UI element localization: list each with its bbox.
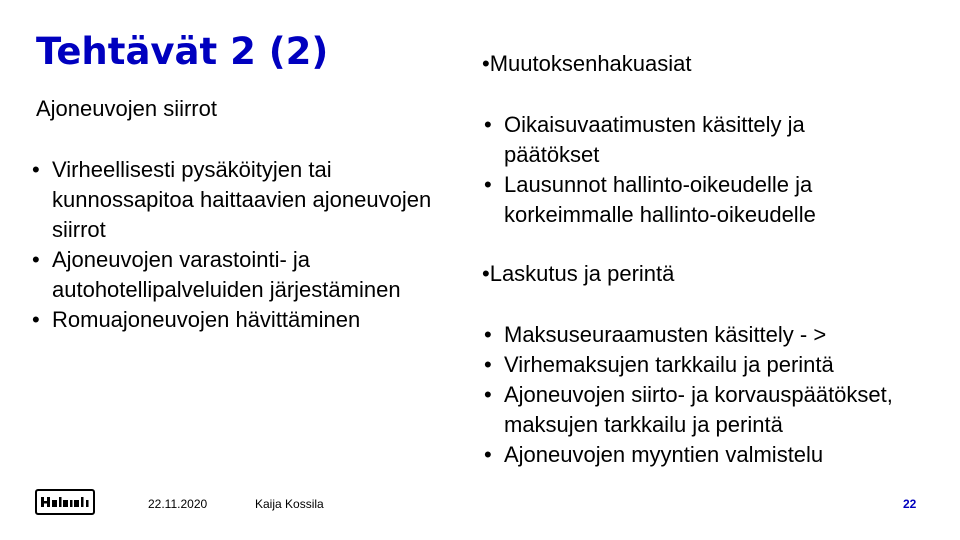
section-heading-billing: [482, 261, 674, 287]
helsinki-wordmark-icon: [40, 495, 90, 509]
list-item: • Maksuseuraamusten käsittely - >: [484, 320, 914, 350]
footer-author: Kaija Kossila: [255, 497, 324, 511]
list-item: • Ajoneuvojen siirto- ja korvauspäätökset, maksujen tarkkailu ja perintä: [484, 380, 914, 440]
footer-date: 22.11.2020: [148, 497, 208, 511]
list-item: • Ajoneuvojen varastointi- ja autohotellipalveluiden järjestäminen: [32, 245, 452, 305]
page-number: 22: [903, 497, 917, 511]
section-subtitle: Ajoneuvojen siirrot: [36, 96, 217, 121]
section-heading-appeals: [482, 51, 692, 77]
heading-text: Muutoksenhakuasiat: [489, 51, 692, 76]
slide-title: Tehtävät 2 (2): [36, 30, 329, 73]
list-item: • Virhemaksujen tarkkailu ja perintä: [484, 350, 914, 380]
heading-text: Laskutus ja perintä: [489, 261, 675, 286]
list-item: • Ajoneuvojen myyntien valmistelu: [484, 440, 914, 470]
billing-bullet-list: [484, 320, 914, 470]
helsinki-logo-icon: [35, 489, 95, 515]
list-item: • Oikaisuvaatimusten käsittely ja päätökset: [484, 110, 904, 170]
list-item: • Romuajoneuvojen hävittäminen: [32, 305, 452, 335]
left-bullet-list: [32, 155, 452, 335]
list-item: • Lausunnot hallinto-oikeudelle ja korkeimmalle hallinto-oikeudelle: [484, 170, 904, 230]
appeals-bullet-list: [484, 110, 904, 230]
list-item: • Virheellisesti pysäköityjen tai kunnossapitoa haittaavien ajoneuvojen siirrot: [32, 155, 452, 245]
